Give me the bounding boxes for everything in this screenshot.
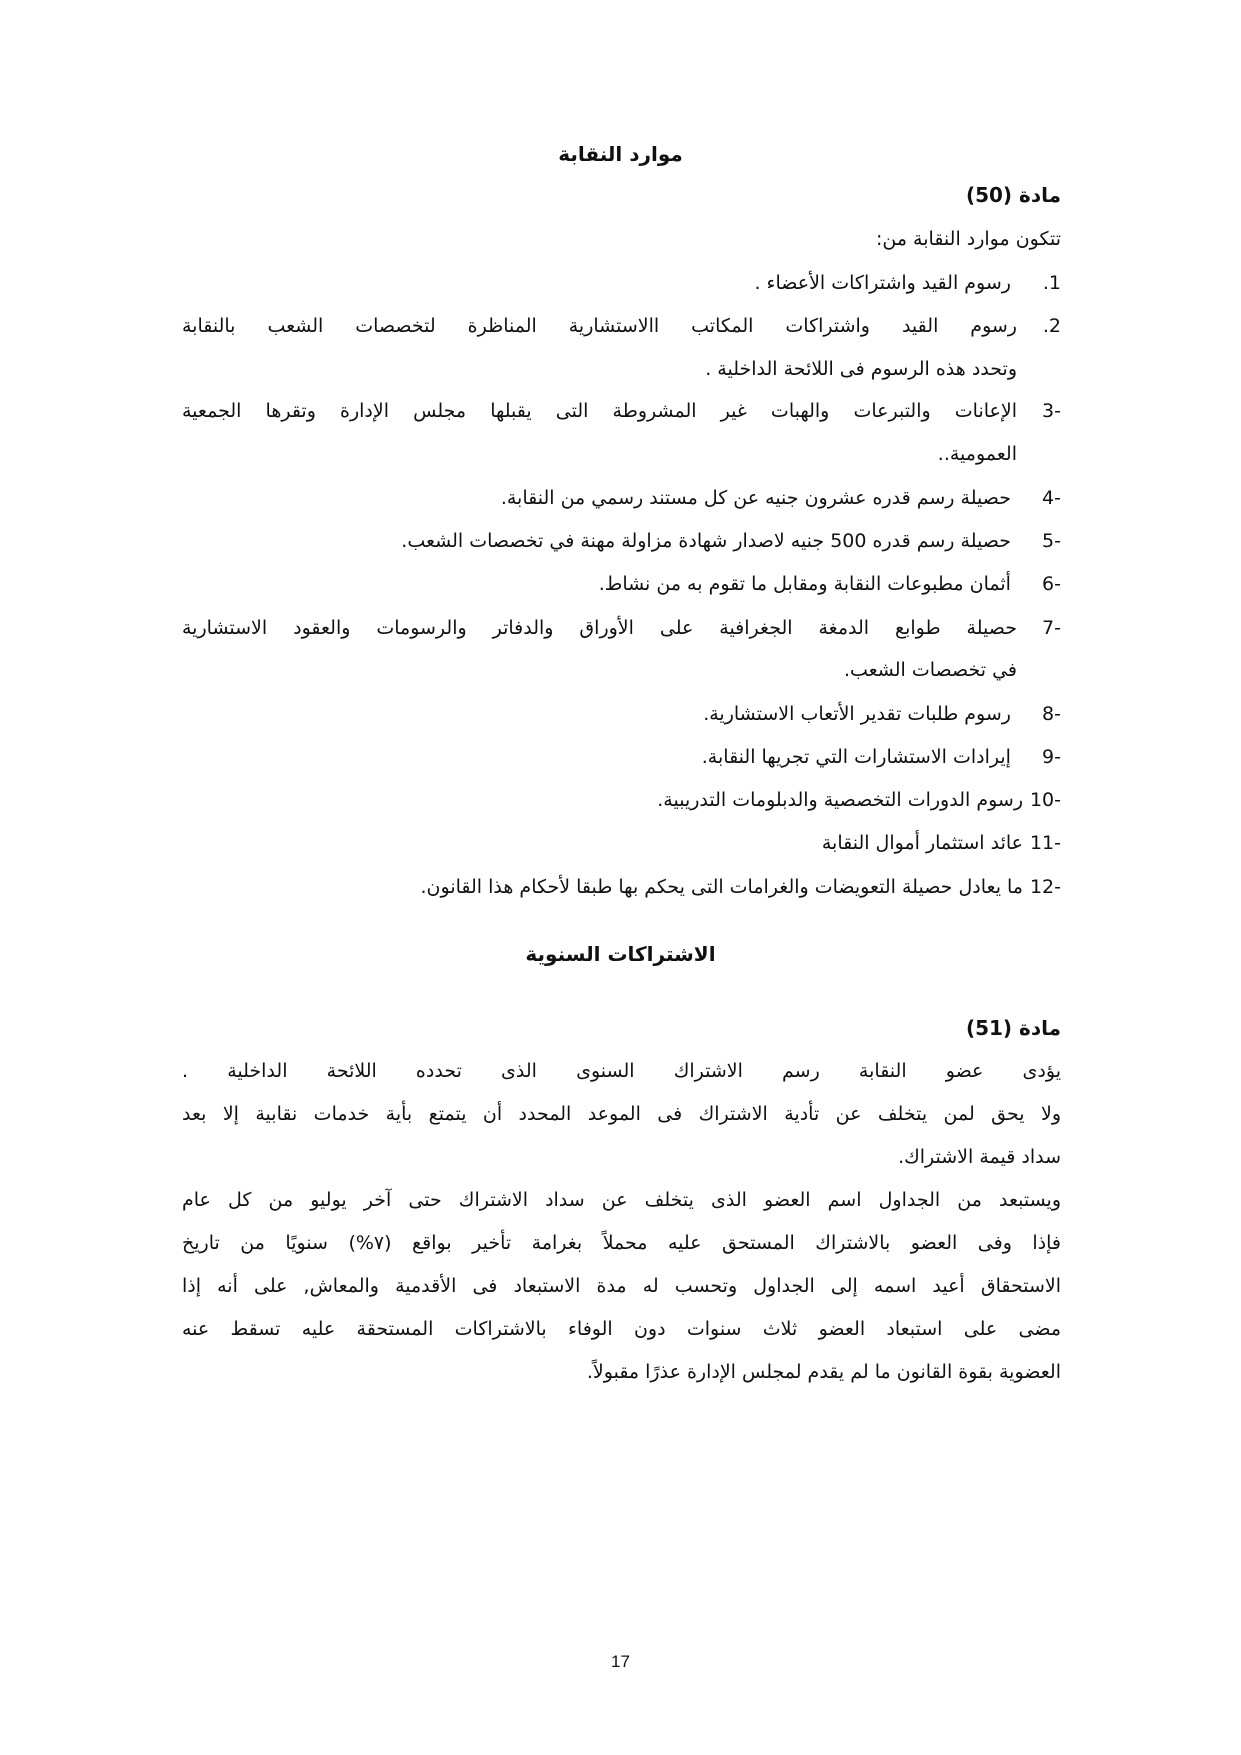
item-number: -10 bbox=[1029, 789, 1061, 811]
item-number: -11 bbox=[1029, 832, 1061, 854]
item-text: رسوم القيد واشتراكات الأعضاء . bbox=[754, 272, 1011, 294]
item-number: -12 bbox=[1029, 876, 1061, 898]
paragraph-line: ولا يحق لمن يتخلف عن تأدية الاشتراك فى الموعد المحدد أن يتمتع بأية خدمات نقابية إلا بعد bbox=[182, 1103, 1061, 1125]
list-item bbox=[182, 530, 1061, 552]
item-continuation: وتحدد هذه الرسوم فى اللائحة الداخلية . bbox=[705, 358, 1017, 380]
paragraph-line: ويستبعد من الجداول اسم العضو الذى يتخلف عن سداد الاشتراك حتى آخر يوليو من كل عام bbox=[182, 1189, 1061, 1211]
paragraph-line: مضى على استبعاد العضو ثلاث سنوات دون الوفاء بالاشتراكات المستحقة عليه تسقط عنه bbox=[182, 1318, 1061, 1340]
item-number: 1. bbox=[1042, 272, 1061, 294]
paragraph-line: يؤدى عضو النقابة رسم الاشتراك السنوى الذى تحدده اللائحة الداخلية . bbox=[182, 1060, 1061, 1082]
list-item bbox=[182, 703, 1061, 725]
item-text: أثمان مطبوعات النقابة ومقابل ما تقوم به من نشاط. bbox=[598, 573, 1011, 595]
list-item bbox=[182, 573, 1061, 595]
page-number: 17 bbox=[611, 1652, 630, 1671]
paragraph-line: الاستحقاق أعيد اسمه إلى الجداول وتحسب له مدة الاستبعاد فى الأقدمية والمعاش, على أنه إذا bbox=[182, 1275, 1061, 1297]
item-text: رسوم القيد واشتراكات المكاتب االاستشارية المناظرة لتخصصات الشعب بالنقابة bbox=[182, 315, 1017, 337]
list-item bbox=[182, 832, 1061, 854]
list-item bbox=[182, 400, 1061, 422]
item-text: إيرادات الاستشارات التي تجريها النقابة. bbox=[701, 746, 1011, 768]
item-text: رسوم الدورات التخصصية والدبلومات التدريبية. bbox=[657, 789, 1023, 811]
item-number: -8 bbox=[1042, 703, 1061, 725]
paragraph-line: العضوية بقوة القانون ما لم يقدم لمجلس الإدارة عذرًا مقبولاً. bbox=[586, 1361, 1061, 1383]
item-number: -6 bbox=[1042, 573, 1061, 595]
item-number: -3 bbox=[1042, 400, 1061, 422]
item-number: -9 bbox=[1042, 746, 1061, 768]
item-text: عائد استثمار أموال النقابة bbox=[821, 832, 1023, 854]
item-number: -7 bbox=[1042, 617, 1061, 639]
article-50-intro: تتكون موارد النقابة من: bbox=[875, 228, 1061, 250]
item-text: حصيلة رسم قدره عشرون جنيه عن كل مستند رسمي من النقابة. bbox=[500, 487, 1011, 509]
item-text: الإعانات والتبرعات والهبات غير المشروطة التى يقبلها مجلس الإدارة وتقرها الجمعية bbox=[182, 400, 1017, 422]
section-heading-annual-subscriptions: الاشتراكات السنوية bbox=[525, 942, 716, 966]
list-item bbox=[182, 746, 1061, 768]
list-item bbox=[182, 315, 1061, 337]
section-heading-resources: موارد النقابة bbox=[558, 142, 683, 166]
paragraph-line: فإذا وفى العضو بالاشتراك المستحق عليه محملاً بغرامة تأخير بواقع (٧%) سنويًا من تاريخ bbox=[182, 1232, 1061, 1254]
list-item bbox=[182, 789, 1061, 811]
item-continuation: في تخصصات الشعب. bbox=[843, 659, 1017, 681]
article-51-title: مادة (51) bbox=[965, 1016, 1061, 1040]
item-text: حصيلة رسم قدره 500 جنيه لاصدار شهادة مزاولة مهنة في تخصصات الشعب. bbox=[401, 530, 1011, 552]
item-number: -4 bbox=[1042, 487, 1061, 509]
list-item bbox=[182, 272, 1061, 294]
list-item bbox=[182, 487, 1061, 509]
item-number: 2. bbox=[1042, 315, 1061, 337]
paragraph-line: سداد قيمة الاشتراك. bbox=[898, 1146, 1061, 1168]
list-item bbox=[182, 617, 1061, 639]
item-text: رسوم طلبات تقدير الأتعاب الاستشارية. bbox=[703, 703, 1011, 725]
list-item bbox=[182, 876, 1061, 898]
item-text: ما يعادل حصيلة التعويضات والغرامات التى يحكم بها طبقا لأحكام هذا القانون. bbox=[420, 876, 1023, 898]
item-number: -5 bbox=[1042, 530, 1061, 552]
article-50-title: مادة (50) bbox=[965, 183, 1061, 207]
item-continuation: العمومية.. bbox=[937, 443, 1017, 465]
item-text: حصيلة طوابع الدمغة الجغرافية على الأوراق والدفاتر والرسومات والعقود الاستشارية bbox=[182, 617, 1017, 639]
